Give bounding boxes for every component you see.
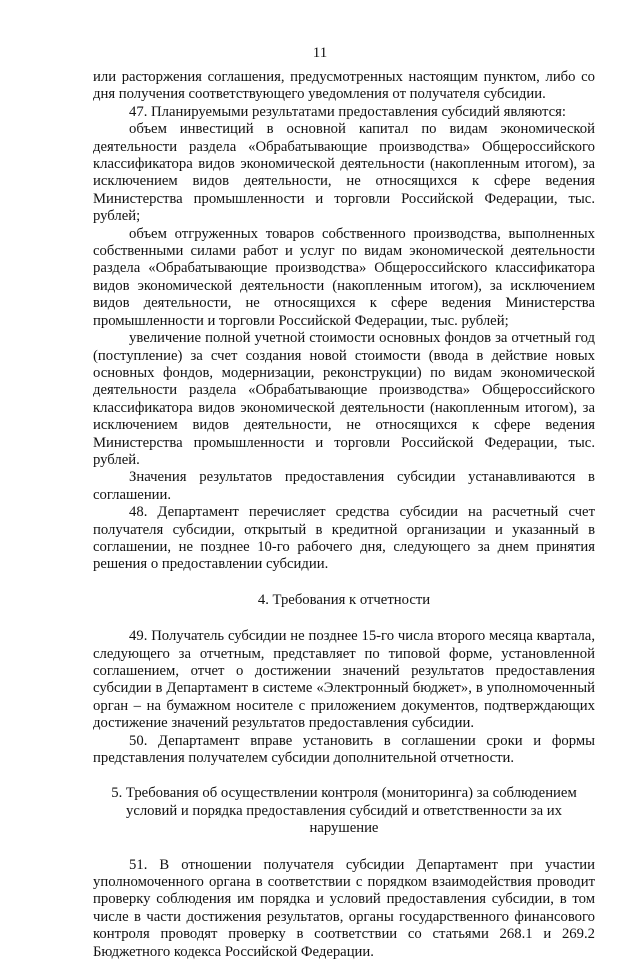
paragraph-continuation: или расторжения соглашения, предусмотренных настоящим пунктом, либо со дня получения соответствующего уведомления от получателя субсидии. [93,69,595,103]
section-5-heading-line-2: условий и порядка предоставления субсидий и ответственности за их нарушение [125,802,563,837]
document-body [93,69,595,961]
page-number: 11 [312,45,328,61]
paragraph-result-values: Значения результатов предоставления субсидии устанавливаются в соглашении. [93,469,595,503]
section-5-heading [93,785,595,837]
paragraph-49: 49. Получатель субсидии не позднее 15-го числа второго месяца квартала, следующего за отчетным, представляет по типовой форме, установленной соглашением, отчет о достижении значений результатов предоставления субсидии в Департамент в системе «Электронный бюджет», в уполномоченный орган – на бумажном носителе с приложением документов, подтверждающих достижение значений результатов предоставления субсидии. [93,628,595,732]
paragraph-50: 50. Департамент вправе установить в соглашении сроки и формы представления получателем субсидии дополнительной отчетности. [93,732,595,767]
result-item-investment: объем инвестиций в основной капитал по видам экономической деятельности раздела «Обрабатывающие производства» Общероссийского классификатора видов экономической деятельности (накопленным итогом), за исключением видов деятельности, не относящихся к сфере ведения Министерства промышленности и торговли Российской Федерации, тыс. рублей; [93,121,595,225]
paragraph-47: 47. Планируемыми результатами предоставления субсидий являются: [129,103,566,120]
section-5-heading-line-1: 5. Требования об осуществлении контроля (мониторинга) за соблюдением [111,785,577,802]
result-item-fixed-assets: увеличение полной учетной стоимости основных фондов за отчетный год (поступление) за счет создания новой стоимости (ввода в действие новых основных фондов, модернизации, реконструкции) по видам экономической деятельности раздела «Обрабатывающие производства» Общероссийского классификатора видов экономической деятельности (накопленным итогом), за исключением видов деятельности, не относящихся к сфере ведения Министерства промышленности и торговли Российской Федерации, тыс. рублей. [93,330,595,468]
paragraph-51: 51. В отношении получателя субсидии Департамент при участии уполномоченного органа в соответствии с порядком взаимодействия проводит проверку соблюдения им порядка и условий предоставления субсидии, в том числе в части достижения результатов, органы государственного финансового контроля проводят проверку в соответствии со статьями 268.1 и 269.2 Бюджетного кодекса Российской Федерации. [93,856,595,960]
paragraph-48: 48. Департамент перечисляет средства субсидии на расчетный счет получателя субсидии, открытый в кредитной организации и указанный в соглашении, не позднее 10-го рабочего дня, следующего за днем принятия решения о предоставлении субсидии. [93,504,595,573]
result-item-shipped-goods: объем отгруженных товаров собственного производства, выполненных собственными силами работ и услуг по видам экономической деятельности раздела «Обрабатывающие производства» Общероссийского классификатора видов экономической деятельности (накопленным итогом), за исключением видов деятельности, не относящихся к сфере ведения Министерства промышленности и торговли Российской Федерации, тыс. рублей; [93,225,595,329]
section-4-heading: 4. Требования к отчетности [257,591,431,608]
